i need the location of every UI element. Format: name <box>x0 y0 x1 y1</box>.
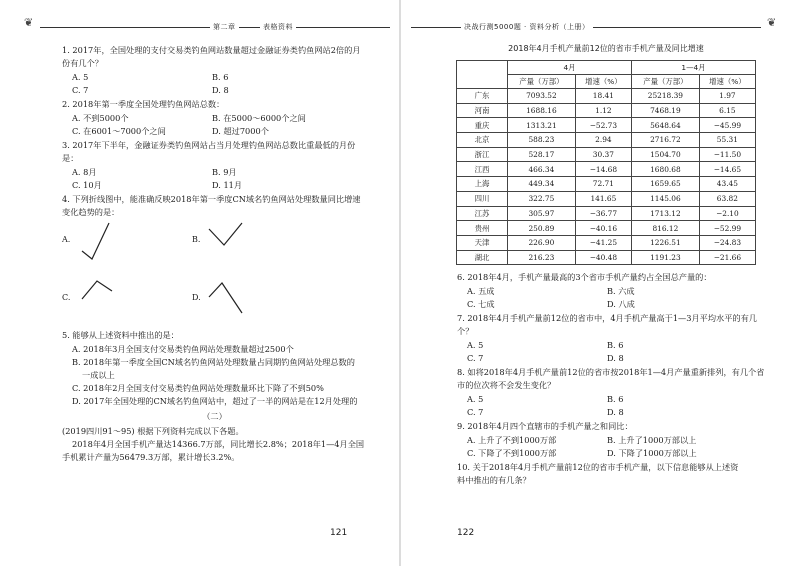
table-row <box>457 235 756 250</box>
right-page <box>401 0 800 566</box>
book-title: 决战行测5000题 · 资料分析（上册） <box>461 20 593 34</box>
value-cell: 55.31 <box>699 133 755 148</box>
option-d: D. <box>192 293 201 302</box>
value-cell: −24.83 <box>699 235 755 250</box>
table-row <box>457 250 756 265</box>
value-cell: −14.68 <box>575 162 631 177</box>
option-d: D. 8 <box>607 407 624 417</box>
value-cell: 5648.64 <box>631 118 699 133</box>
value-cell: 449.34 <box>508 177 576 192</box>
value-cell: 63.82 <box>699 191 755 206</box>
question-8: 8. 如将2018年4月手机产量前12位的省市按2018年1—4月产量重新排列，有几个省市的位次将不会发生变化？ <box>457 367 765 390</box>
column-header: 产量（万部） <box>508 75 576 89</box>
left-page-body <box>62 44 367 464</box>
value-cell: 25218.39 <box>631 89 699 104</box>
question-6-options <box>467 285 767 311</box>
question-6: 6. 2018年4月，手机产量最高的3个省市手机产量约占全国总产量的： <box>457 272 712 282</box>
question-5-options <box>72 343 367 408</box>
page-number: 122 <box>457 528 475 538</box>
option-d: D. 下降了1000万部以上 <box>607 448 697 458</box>
option-d: D. 8 <box>212 85 229 95</box>
option-c: C. 在6001～7000个之间 <box>72 126 166 136</box>
page-number: 121 <box>330 528 348 538</box>
province-cell: 浙江 <box>457 147 508 162</box>
value-cell: 1313.21 <box>508 118 576 133</box>
question-3: 3. 2017年下半年，金融证券类钓鱼网站占当月处理钓鱼网站总数比重最低的月份是： <box>62 140 356 163</box>
passage-line-1: 2018年4月全国手机产量达14366.7万部，同比增长2.8%；2018年1—4月全国 <box>72 439 365 449</box>
group-header: 1—4月 <box>631 61 755 75</box>
value-cell: −14.65 <box>699 162 755 177</box>
table-body <box>457 89 756 265</box>
question-2-options <box>72 112 367 138</box>
question-9: 9. 2018年4月四个直辖市的手机产量之和同比： <box>457 421 633 431</box>
value-cell: 1145.06 <box>631 191 699 206</box>
question-4-line-options <box>62 221 367 327</box>
option-a: A. 8月 <box>72 167 97 177</box>
question-2: 2. 2018年第一季度全国处理钓鱼网站总数： <box>62 99 225 109</box>
value-cell: −40.48 <box>575 250 631 265</box>
value-cell: 250.89 <box>508 221 576 236</box>
value-cell: 322.75 <box>508 191 576 206</box>
value-cell: 1659.65 <box>631 177 699 192</box>
section-heading: （二） <box>202 411 227 421</box>
option-c: C. 7 <box>72 85 89 95</box>
table-title: 2018年4月手机产量前12位的省市手机产量及同比增速 <box>508 44 704 53</box>
question-10-cont: 料中推出的有几条？ <box>457 475 531 485</box>
value-cell: 1680.68 <box>631 162 699 177</box>
option-c: C. 10月 <box>72 180 102 190</box>
question-10: 10. 关于2018年4月手机产量前12位的省市手机产量，以下信息能够从上述资 <box>457 462 739 472</box>
value-cell: 226.90 <box>508 235 576 250</box>
province-cell: 天津 <box>457 235 508 250</box>
table-row <box>457 133 756 148</box>
option-b-line <box>209 223 242 245</box>
column-header: 产量（万部） <box>631 75 699 89</box>
table-row <box>457 147 756 162</box>
question-4: 4. 下列折线图中，能准确反映2018年第一季度CN域名钓鱼网站处理数量同比增速变化趋势的是： <box>62 194 361 217</box>
table-row <box>457 103 756 118</box>
option-a: A. 上升了不到1000万部 <box>467 435 557 445</box>
value-cell: 141.65 <box>575 191 631 206</box>
value-cell: 7093.52 <box>508 89 576 104</box>
value-cell: −40.16 <box>575 221 631 236</box>
option-b: B. 6 <box>212 72 229 82</box>
table-row <box>457 191 756 206</box>
option-a: A. 5 <box>72 72 89 82</box>
question-7-options <box>467 339 767 365</box>
value-cell: 72.71 <box>575 177 631 192</box>
option-b: B. 六成 <box>607 286 635 296</box>
option-a: A. <box>62 235 71 244</box>
option-a: A. 不到5000个 <box>72 113 129 123</box>
value-cell: 466.34 <box>508 162 576 177</box>
value-cell: 305.97 <box>508 206 576 221</box>
option-d: D. 2017年全国处理的CN域名钓鱼网站中，超过了一半的网站是在12月处理的 <box>72 396 358 406</box>
table-row <box>457 221 756 236</box>
province-cell: 江苏 <box>457 206 508 221</box>
option-b: B. <box>192 235 201 244</box>
table-corner-cell <box>457 61 508 89</box>
option-c: C. 下降了不到1000万部 <box>467 448 557 458</box>
section-intro: (2019四川91～95) 根据下列资料完成以下各题。 <box>62 426 244 436</box>
option-a: A. 5 <box>467 394 484 404</box>
value-cell: 18.41 <box>575 89 631 104</box>
question-9-options <box>467 434 767 460</box>
value-cell: 2716.72 <box>631 133 699 148</box>
question-8-options <box>467 393 767 419</box>
value-cell: −52.99 <box>699 221 755 236</box>
option-b: B. 9月 <box>212 167 237 177</box>
value-cell: −41.25 <box>575 235 631 250</box>
value-cell: 2.94 <box>575 133 631 148</box>
province-cell: 重庆 <box>457 118 508 133</box>
province-cell: 河南 <box>457 103 508 118</box>
value-cell: 7468.19 <box>631 103 699 118</box>
option-c: C. 2018年2月全国支付交易类钓鱼网站处理数量环比下降了不到50% <box>72 383 324 393</box>
value-cell: 6.15 <box>699 103 755 118</box>
option-a: A. 2018年3月全国支付交易类钓鱼网站处理数量超过2500个 <box>72 344 294 354</box>
option-b: B. 上升了1000万部以上 <box>607 435 697 445</box>
value-cell: −11.50 <box>699 147 755 162</box>
value-cell: 528.17 <box>508 147 576 162</box>
option-c-line <box>82 281 112 299</box>
column-header: 增速（%） <box>575 75 631 89</box>
province-cell: 上海 <box>457 177 508 192</box>
province-cell: 四川 <box>457 191 508 206</box>
left-page <box>0 0 399 566</box>
province-cell: 湖北 <box>457 250 508 265</box>
option-d: D. 11月 <box>212 180 243 190</box>
table-row <box>457 177 756 192</box>
province-cell: 江西 <box>457 162 508 177</box>
province-cell: 北京 <box>457 133 508 148</box>
value-cell: 1688.16 <box>508 103 576 118</box>
section-label: 表格资料 <box>260 20 296 34</box>
table-row <box>457 206 756 221</box>
option-c: C. <box>62 293 71 302</box>
province-cell: 贵州 <box>457 221 508 236</box>
option-d: D. 超过7000个 <box>212 126 269 136</box>
value-cell: 1713.12 <box>631 206 699 221</box>
value-cell: 43.45 <box>699 177 755 192</box>
column-header: 增速（%） <box>699 75 755 89</box>
option-a: A. 5 <box>467 340 484 350</box>
option-d: D. 八成 <box>607 299 635 309</box>
option-b-cont: 一成以上 <box>82 370 115 380</box>
value-cell: 588.23 <box>508 133 576 148</box>
option-d-line <box>209 283 242 313</box>
group-header: 4月 <box>508 61 632 75</box>
question-5: 5. 能够从上述资料中推出的是： <box>62 330 179 340</box>
value-cell: −36.77 <box>575 206 631 221</box>
province-cell: 广东 <box>457 89 508 104</box>
option-b: B. 在5000～6000个之间 <box>212 113 306 123</box>
value-cell: −2.10 <box>699 206 755 221</box>
right-running-header <box>411 20 761 34</box>
question-3-options <box>72 166 367 192</box>
value-cell: 816.12 <box>631 221 699 236</box>
left-running-header <box>40 20 390 34</box>
value-cell: 1.97 <box>699 89 755 104</box>
option-d: D. 8 <box>607 353 624 363</box>
right-page-body <box>457 271 767 487</box>
value-cell: 1226.51 <box>631 235 699 250</box>
question-1: 1. 2017年，全国处理的支付交易类钓鱼网站数量超过金融证券类钓鱼网站2倍的月份有几个？ <box>62 45 361 68</box>
value-cell: 30.37 <box>575 147 631 162</box>
value-cell: −52.73 <box>575 118 631 133</box>
option-b: B. 2018年第一季度全国CN域名钓鱼网站处理数量占同期钓鱼网站处理总数的 <box>72 357 355 367</box>
table-row <box>457 118 756 133</box>
value-cell: 216.23 <box>508 250 576 265</box>
value-cell: −21.66 <box>699 250 755 265</box>
ornament-icon: ❦ <box>767 16 777 29</box>
option-a: A. 五成 <box>467 286 495 296</box>
option-c: C. 7 <box>467 353 484 363</box>
question-7: 7. 2018年4月手机产量前12位的省市中，4月手机产量高于1—3月平均水平的有几个？ <box>457 313 757 336</box>
question-1-options <box>72 71 367 97</box>
production-table <box>456 60 756 265</box>
value-cell: −45.99 <box>699 118 755 133</box>
option-c: C. 七成 <box>467 299 495 309</box>
option-b: B. 6 <box>607 340 624 350</box>
value-cell: 1191.23 <box>631 250 699 265</box>
option-a-line <box>82 223 109 259</box>
ornament-icon: ❦ <box>24 16 34 29</box>
option-b: B. 6 <box>607 394 624 404</box>
chapter-label: 第二章 <box>210 20 239 34</box>
value-cell: 1.12 <box>575 103 631 118</box>
passage-line-2: 手机累计产量为56479.3万部，累计增长3.2%。 <box>62 452 240 462</box>
table-row <box>457 162 756 177</box>
value-cell: 1504.70 <box>631 147 699 162</box>
table-row <box>457 89 756 104</box>
line-chart-options-graphic <box>62 221 367 327</box>
option-c: C. 7 <box>467 407 484 417</box>
